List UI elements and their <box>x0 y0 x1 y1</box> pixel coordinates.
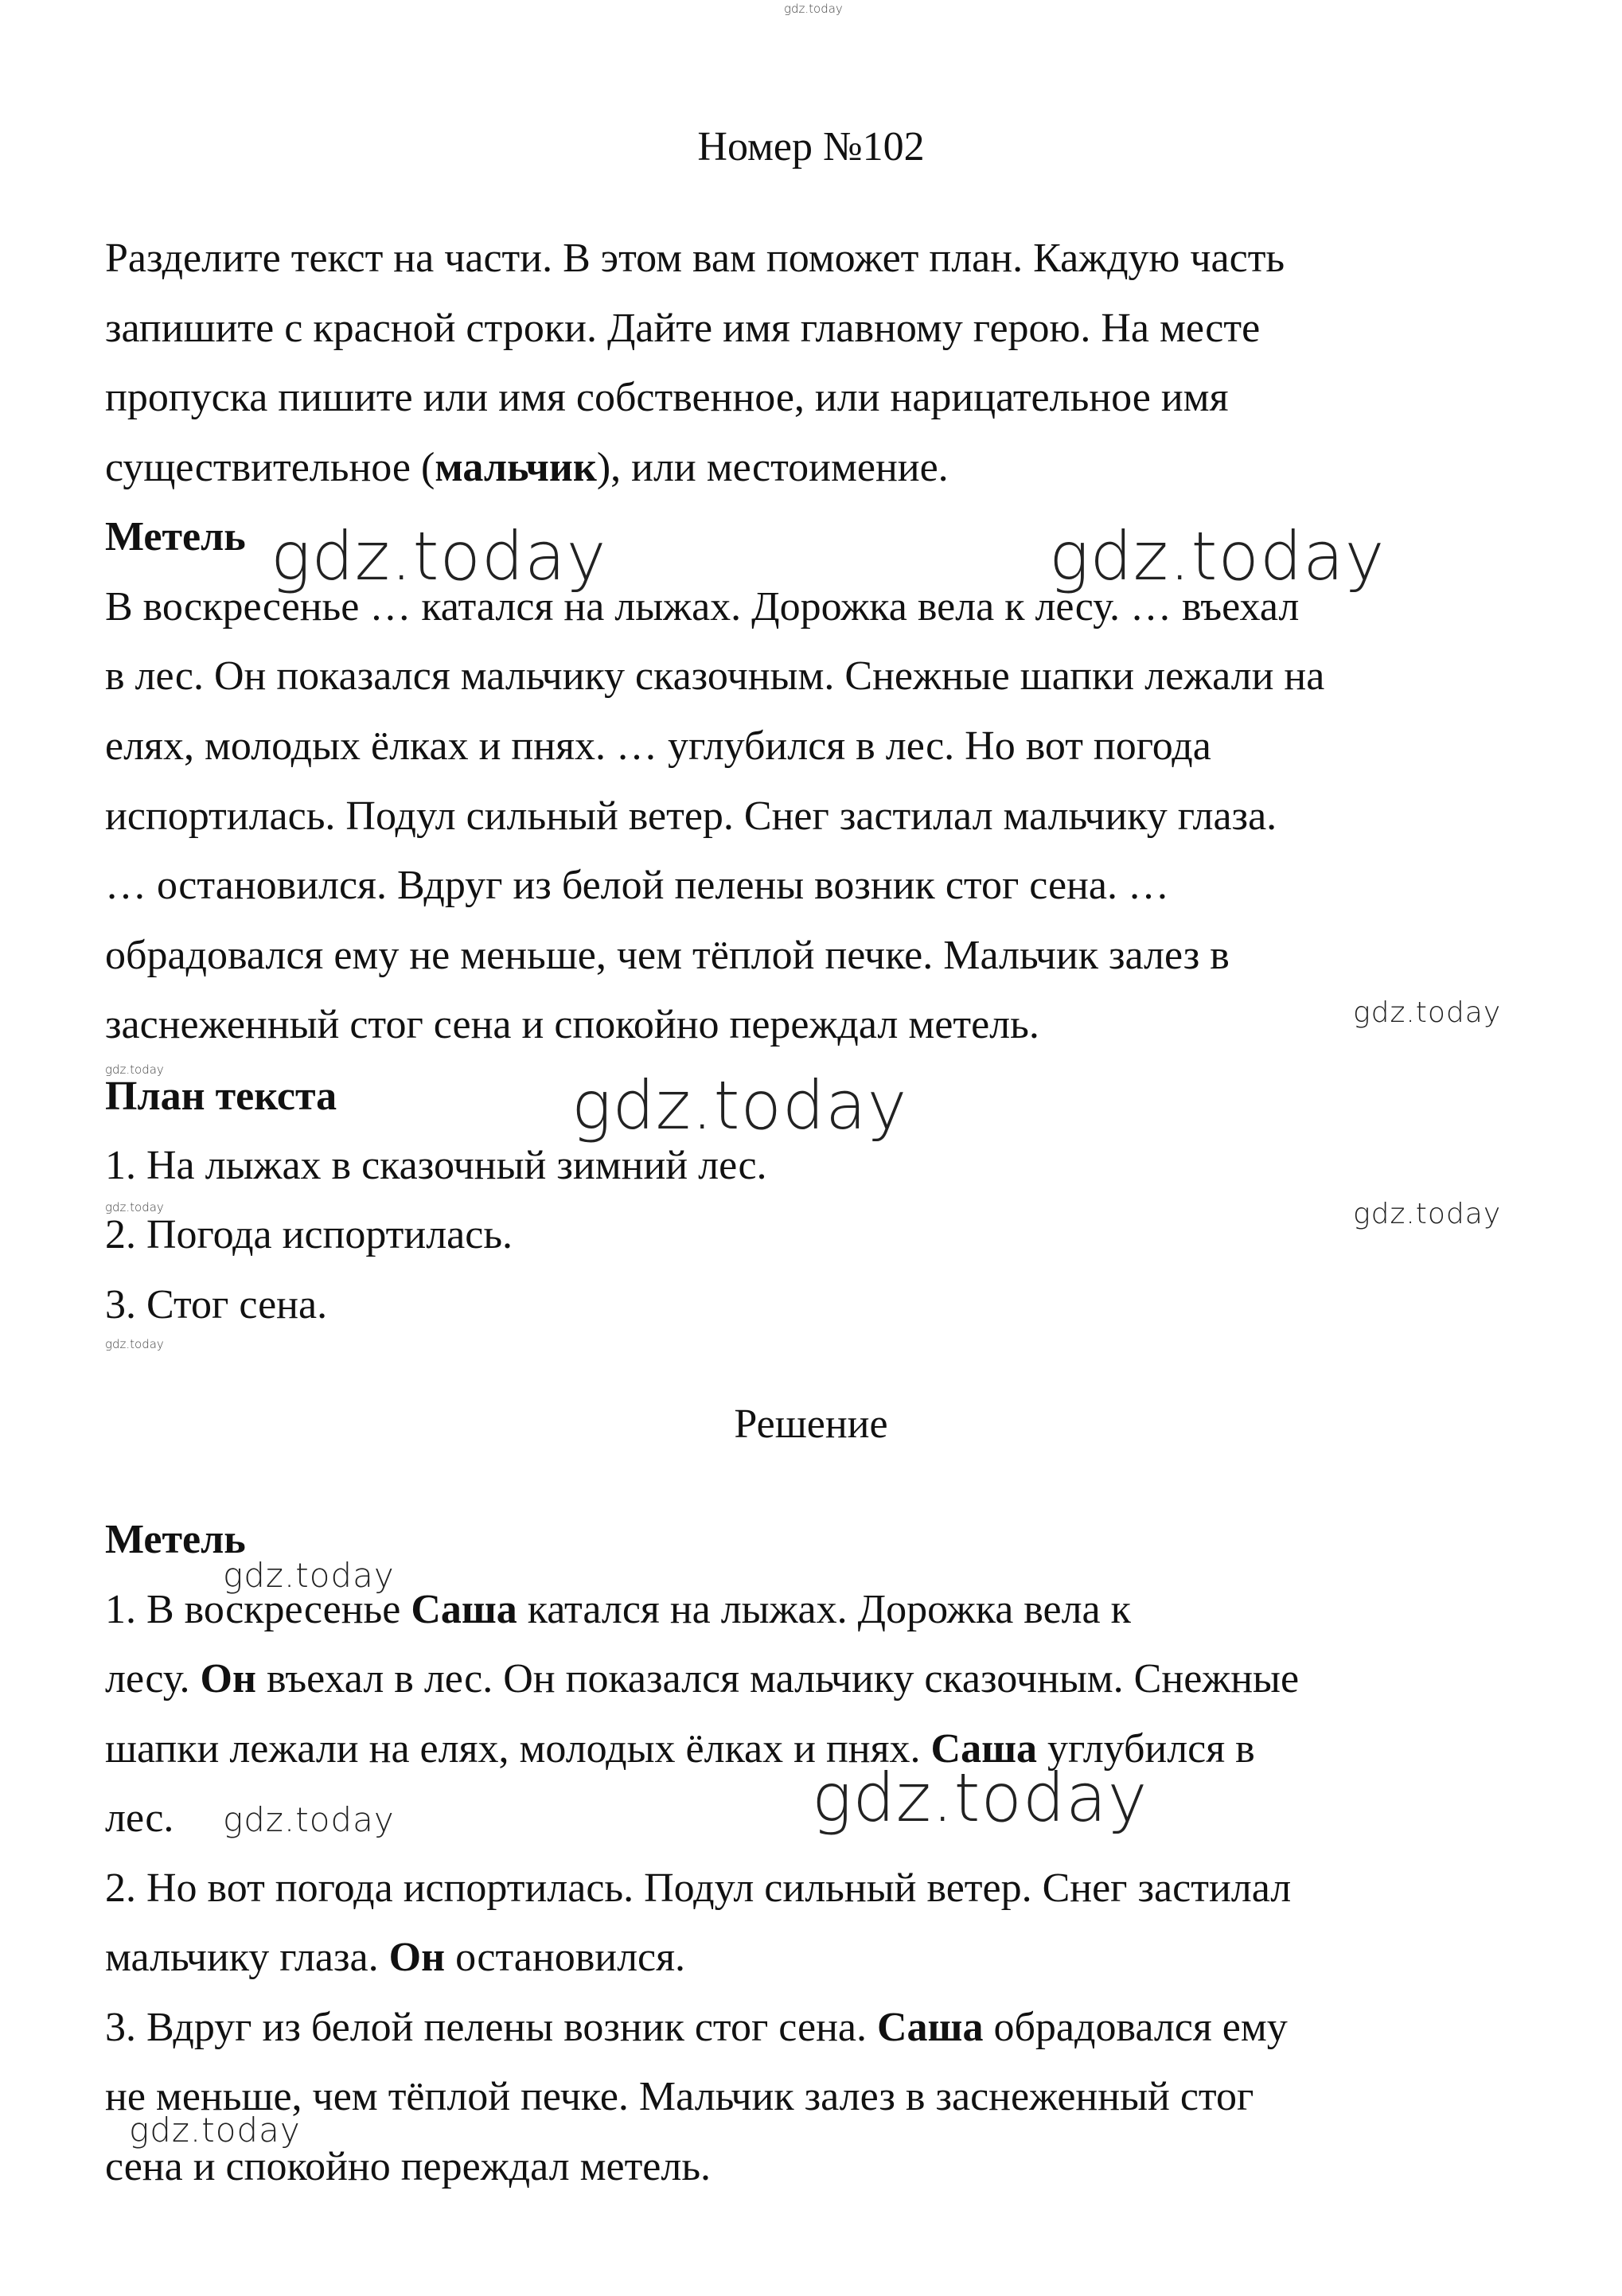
plan-heading: План текста <box>105 1074 337 1119</box>
solution-line: лесу. Он въехал в лес. Он показался мальчику сказочным. Снежные <box>105 1656 1300 1702</box>
story-line: заснеженный стог сена и спокойно переждал метель. <box>105 1002 1039 1047</box>
watermark: gdz.today <box>271 517 607 595</box>
solution-line: 2. Но вот погода испортилась. Подул сильный ветер. Снег застилал <box>105 1865 1292 1911</box>
plan-item: 2. Погода испортилась. <box>105 1212 513 1257</box>
watermark: gdz.today <box>1353 996 1502 1029</box>
task-line-3: пропуска пишите или имя собственное, или нарицательное имя <box>105 375 1229 420</box>
watermark: gdz.today <box>812 1759 1148 1837</box>
task-line-1: Разделите текст на части. В этом вам поможет план. Каждую часть <box>105 236 1285 281</box>
story-line: испортилась. Подул сильный ветер. Снег застилал мальчику глаза. <box>105 793 1277 839</box>
story-line: елях, молодых ёлках и пнях. … углубился в лес. Но вот погода <box>105 723 1211 769</box>
solution-line: 1. В воскресенье Саша катался на лыжах. Дорожка вела к <box>105 1587 1131 1632</box>
solution-title: Решение <box>734 1401 888 1447</box>
solution-heading: Метель <box>105 1517 246 1562</box>
watermark: gdz.today <box>129 2111 301 2150</box>
solution-line: сена и спокойно переждал метель. <box>105 2144 712 2189</box>
watermark: gdz.today <box>105 1200 164 1214</box>
plan-item: 3. Стог сена. <box>105 1282 328 1327</box>
watermark: gdz.today <box>105 1337 164 1351</box>
watermark: gdz.today <box>784 2 843 16</box>
watermark: gdz.today <box>223 1556 395 1595</box>
watermark: gdz.today <box>105 1062 164 1077</box>
watermark: gdz.today <box>571 1066 908 1144</box>
solution-line: 3. Вдруг из белой пелены возник стог сена. Саша обрадовался ему <box>105 2005 1288 2050</box>
task-line-2: запишите с красной строки. Дайте имя главному герою. На месте <box>105 306 1261 351</box>
task-line-4: существительное (мальчик), или местоимение. <box>105 445 949 490</box>
story-line: … остановился. Вдруг из белой пелены возник стог сена. … <box>105 863 1169 908</box>
watermark: gdz.today <box>223 1800 395 1839</box>
watermark: gdz.today <box>1353 1198 1502 1230</box>
solution-line: мальчику глаза. Он остановился. <box>105 1935 686 1980</box>
story-heading: Метель <box>105 514 246 559</box>
solution-line: шапки лежали на елях, молодых ёлках и пнях. Саша углубился в <box>105 1726 1255 1772</box>
plan-item: 1. На лыжах в сказочный зимний лес. <box>105 1143 767 1188</box>
solution-line: лес. <box>105 1795 174 1841</box>
story-line: В воскресенье … катался на лыжах. Дорожка вела к лесу. … въехал <box>105 584 1300 630</box>
watermark: gdz.today <box>1049 517 1386 595</box>
solution-line: не меньше, чем тёплой печке. Мальчик залез в заснеженный стог <box>105 2074 1254 2119</box>
page-title: Номер №102 <box>697 124 925 170</box>
story-line: обрадовался ему не меньше, чем тёплой печке. Мальчик залез в <box>105 933 1230 978</box>
story-line: в лес. Он показался мальчику сказочным. Снежные шапки лежали на <box>105 653 1325 699</box>
